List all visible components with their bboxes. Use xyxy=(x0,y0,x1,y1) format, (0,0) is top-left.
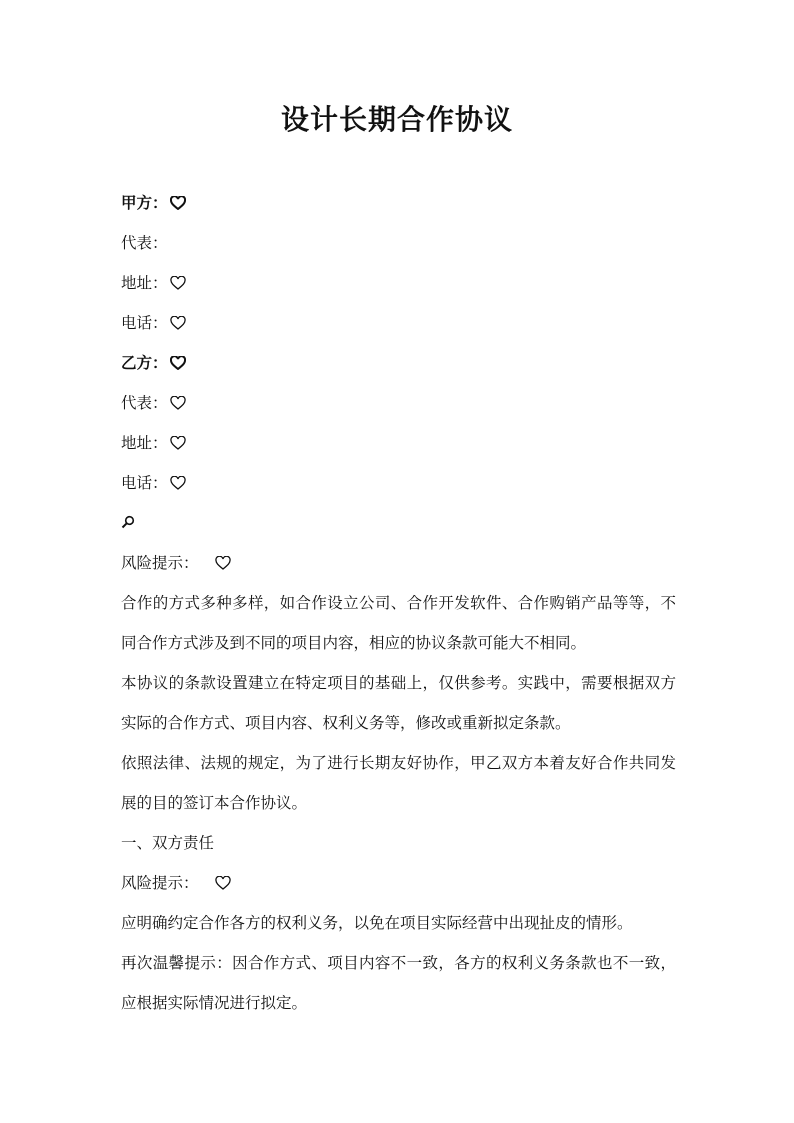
heart-icon xyxy=(170,476,186,490)
party-b-phone xyxy=(121,463,676,503)
section-heading: 一、双方责任 xyxy=(121,834,215,852)
risk-tip-2 xyxy=(121,863,676,903)
risk-tip-1 xyxy=(121,543,676,583)
party-a-phone-label: 电话： xyxy=(121,314,168,332)
document-title: 设计长期合作协议 xyxy=(280,103,513,136)
heart-icon xyxy=(170,276,186,290)
document-body xyxy=(121,183,676,1023)
search-icon xyxy=(121,515,135,529)
search-line xyxy=(121,503,676,543)
paragraph: 合作的方式多种多样，如合作设立公司、合作开发软件、合作购销产品等等，不同合作方式涉及到不同的项目内容，相应的协议条款可能大不相同。 xyxy=(121,594,676,652)
party-b-phone-label: 电话： xyxy=(121,474,168,492)
risk-tip-label: 风险提示： xyxy=(121,554,199,572)
party-a-line xyxy=(121,183,676,223)
party-b-addr xyxy=(121,423,676,463)
party-a-rep-label: 代表： xyxy=(121,234,168,252)
paragraph: 依照法律、法规的规定，为了进行长期友好协作，甲乙双方本着友好合作共同发展的目的签订本合作协议。 xyxy=(121,754,676,812)
heart-icon xyxy=(170,196,186,210)
heart-icon xyxy=(215,556,231,570)
party-a-addr-label: 地址： xyxy=(121,274,168,292)
paragraph: 应明确约定合作各方的权利义务，以免在项目实际经营中出现扯皮的情形。 xyxy=(121,914,633,932)
paragraph: 本协议的条款设置建立在特定项目的基础上，仅供参考。实践中，需要根据双方实际的合作方式、项目内容、权利义务等，修改或重新拟定条款。 xyxy=(121,674,676,732)
party-a-rep xyxy=(121,223,676,263)
party-a-phone xyxy=(121,303,676,343)
party-a-label: 甲方： xyxy=(121,193,168,212)
party-b-rep xyxy=(121,383,676,423)
heart-icon xyxy=(170,356,186,370)
party-b-label: 乙方： xyxy=(121,353,168,372)
heart-icon xyxy=(170,316,186,330)
paragraph: 再次温馨提示：因合作方式、项目内容不一致，各方的权利义务条款也不一致，应根据实际情况进行拟定。 xyxy=(121,954,676,1012)
party-b-rep-label: 代表： xyxy=(121,394,168,412)
heart-icon xyxy=(215,876,231,890)
heart-icon xyxy=(170,436,186,450)
heart-icon xyxy=(170,396,186,410)
party-b-line xyxy=(121,343,676,383)
party-a-addr xyxy=(121,263,676,303)
party-b-addr-label: 地址： xyxy=(121,434,168,452)
risk-tip-label: 风险提示： xyxy=(121,874,199,892)
